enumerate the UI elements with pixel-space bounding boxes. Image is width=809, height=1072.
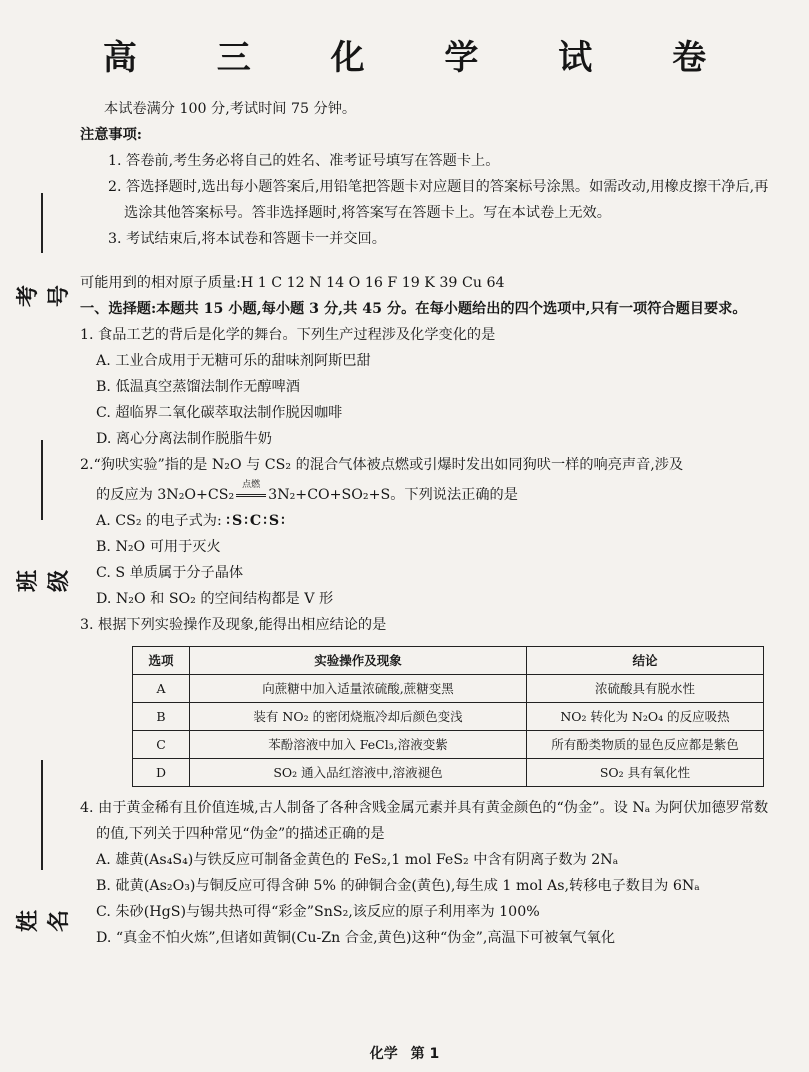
- question-4-option: A. 雄黄(As₄S₄)与铁反应可制备金黄色的 FeS₂,1 mol FeS₂ 中含有阴离子数为 2Nₐ: [96, 852, 619, 868]
- table-cell: D: [133, 759, 190, 787]
- question-2-option: C. S 单质属于分子晶体: [96, 565, 244, 581]
- question-2-stem: 2.“狗吠实验”指的是 N₂O 与 CS₂ 的混合气体被点燃或引爆时发出如同狗吠一样的响亮声音,涉及: [80, 457, 684, 473]
- question-2-option: D. N₂O 和 SO₂ 的空间结构都是 V 形: [96, 591, 334, 607]
- table-row: [133, 759, 764, 787]
- table-row: [133, 731, 764, 759]
- notice-item: 1. 答卷前,考生务必将自己的姓名、准考证号填写在答题卡上。: [108, 153, 500, 169]
- notice-item: 2. 答选择题时,选出每小题答案后,用铅笔把答题卡对应题目的答案标号涂黑。如需改动,用橡皮擦干净后,再选涂其他答案标号。答非选择题时,将答案写在答题卡上。写在本试卷上无效。: [108, 179, 769, 221]
- name-field: [16, 760, 72, 933]
- table-header: 选项: [133, 647, 190, 675]
- reaction-condition: 点燃: [242, 480, 261, 490]
- question-1-option: A. 工业合成用于无糖可乐的甜味剂阿斯巴甜: [96, 353, 371, 369]
- notice-title: 注意事项:: [80, 127, 142, 143]
- question-2-option: B. N₂O 可用于灭火: [96, 539, 221, 555]
- question-2-option: [80, 508, 780, 534]
- reaction-left: 的反应为 3N₂O+CS₂: [96, 487, 235, 503]
- section-heading: 一、选择题:本题共 15 小题,每小题 3 分,共 45 分。在每小题给出的四个选项中,只有一项符合题目要求。: [80, 301, 747, 317]
- exam-number-label: 考号: [16, 285, 72, 308]
- table-cell: 所有酚类物质的显色反应都是紫色: [527, 731, 764, 759]
- question-1-option: B. 低温真空蒸馏法制作无醇啤酒: [96, 379, 300, 395]
- footer-page: 第 1: [410, 1046, 440, 1062]
- table-cell: 浓硫酸具有脱水性: [527, 675, 764, 703]
- table-cell: A: [133, 675, 190, 703]
- table-cell: SO₂ 通入品红溶液中,溶液褪色: [190, 759, 527, 787]
- question-3-stem: 3. 根据下列实验操作及现象,能得出相应结论的是: [80, 617, 387, 633]
- class-label: 班级: [16, 570, 72, 593]
- question-2-option-a: A. CS₂ 的电子式为:: [96, 513, 222, 529]
- table-cell: NO₂ 转化为 N₂O₄ 的反应吸热: [527, 703, 764, 731]
- table-cell: 装有 NO₂ 的密闭烧瓶冷却后颜色变浅: [190, 703, 527, 731]
- table-cell: C: [133, 731, 190, 759]
- electron-formula: ∶S∶C∶S∶: [226, 513, 287, 529]
- name-label: 姓名: [16, 910, 72, 933]
- table-row: [133, 703, 764, 731]
- table-cell: 苯酚溶液中加入 FeCl₃,溶液变紫: [190, 731, 527, 759]
- question-1-option: C. 超临界二氧化碳萃取法制作脱因咖啡: [96, 405, 343, 421]
- table-header-row: [133, 647, 764, 675]
- page-footer: [0, 1043, 809, 1063]
- class-field: [16, 440, 72, 600]
- table-header: 实验操作及现象: [190, 647, 527, 675]
- exam-body: [80, 96, 780, 951]
- question-4-option: C. 朱砂(HgS)与锡共热可得“彩金”SnS₂,该反应的原子利用率为 100%: [96, 904, 540, 920]
- question-4-option: B. 砒黄(As₂O₃)与铜反应可得含砷 5% 的砷铜合金(黄色),每生成 1 mol As,转移电子数目为 6Nₐ: [96, 878, 700, 894]
- question-1-stem: 1. 食品工艺的背后是化学的舞台。下列生产过程涉及化学变化的是: [80, 327, 496, 343]
- exam-number-field: [16, 205, 72, 308]
- atomic-mass-line: 可能用到的相对原子质量:H 1 C 12 N 14 O 16 F 19 K 39 Cu 64: [80, 275, 505, 291]
- notice-item: 3. 考试结束后,将本试卷和答题卡一并交回。: [108, 231, 386, 247]
- table-cell: SO₂ 具有氧化性: [527, 759, 764, 787]
- question-4-stem: 4. 由于黄金稀有且价值连城,古人制备了各种含贱金属元素并具有黄金颜色的“伪金”。设 Nₐ 为阿伏加德罗常数的值,下列关于四种常见“伪金”的描述正确的是: [80, 800, 769, 842]
- question-1-option: D. 离心分离法制作脱脂牛奶: [96, 431, 272, 447]
- table-header: 结论: [527, 647, 764, 675]
- footer-subject: 化学: [369, 1046, 398, 1062]
- table-row: [133, 675, 764, 703]
- page-title: 高 三 化 学 试 卷: [102, 38, 741, 78]
- experiment-table: [132, 646, 764, 787]
- table-cell: B: [133, 703, 190, 731]
- question-2-reaction: [80, 482, 780, 508]
- reaction-right: 3N₂+CO+SO₂+S。下列说法正确的是: [268, 487, 518, 503]
- table-cell: 向蔗糖中加入适量浓硫酸,蔗糖变黑: [190, 675, 527, 703]
- intro-text: 本试卷满分 100 分,考试时间 75 分钟。: [104, 101, 357, 117]
- reaction-arrow: [234, 482, 268, 508]
- question-4-option: D. “真金不怕火炼”,但诸如黄铜(Cu-Zn 合金,黄色)这种“伪金”,高温下可被氧气氧化: [96, 930, 616, 946]
